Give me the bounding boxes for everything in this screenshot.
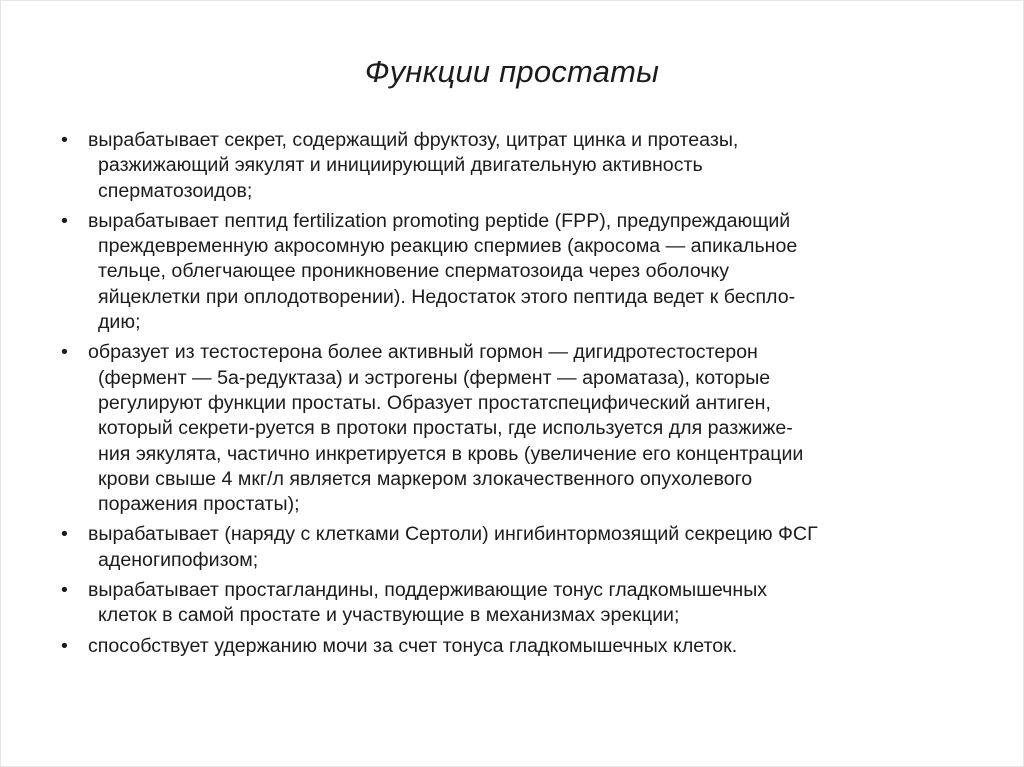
bullet-line: поражения простаты);	[98, 493, 300, 516]
bullet-line: сперматозоидов;	[98, 179, 253, 202]
bullet-line: клеток в самой простате и участвующие в механизмах эрекции;	[98, 604, 680, 627]
bullet-line: • образует из тестостерона более активный гормон — дигидротестостерон	[88, 341, 758, 364]
bullet-line: ния эякулята, частично инкретируется в кровь (увеличение его концентрации	[98, 442, 804, 465]
bullet-line: • вырабатывает пептид fertilization promoting peptide (FPP), предупреждающий	[88, 209, 791, 232]
bullet-line: • вырабатывает секрет, содержащий фруктозу, цитрат цинка и протеазы,	[88, 129, 739, 151]
bullet-line: дию;	[98, 311, 141, 334]
bullet-item	[58, 634, 988, 659]
bullet-line: • способствует удержанию мочи за счет тонуса гладкомышечных клеток.	[88, 634, 738, 657]
bullet-line: • вырабатывает простагландины, поддерживающие тонус гладкомышечных	[88, 579, 768, 602]
bullet-line: разжижающий эякулят и инициирующий двигательную активность	[98, 154, 703, 177]
bullet-line: • вырабатывает (наряду с клетками Сертоли) ингибинтормозящий секрецию ФСГ	[88, 523, 818, 546]
bullet-list	[58, 128, 988, 664]
bullet-line: крови свыше 4 мкг/л является маркером злокачественного опухолевого	[98, 467, 753, 490]
bullet-item	[58, 340, 988, 517]
slide-title: Функции простаты	[364, 54, 660, 89]
bullet-line: преждевременную акросомную реакцию спермиев (акросома — апикальное	[98, 235, 798, 258]
bullet-line: регулируют функции простаты. Образует простатспецифический антиген,	[98, 391, 771, 414]
bullet-item	[58, 128, 988, 204]
bullet-line: аденогипофизом;	[98, 548, 259, 571]
bullet-line: яйцеклетки при оплодотворении). Недостаток этого пептида ведет к беспло-	[98, 285, 796, 308]
bullet-item	[58, 522, 988, 573]
bullet-item	[58, 578, 988, 629]
bullet-item	[58, 209, 988, 335]
bullet-line: который секрети-руется в протоки простаты, где используется для разжиже-	[98, 417, 793, 440]
bullet-line: (фермент — 5а-редуктаза) и эстрогены (фермент — ароматаза), которые	[98, 366, 771, 389]
bullet-line: тельце, облегчающее проникновение сперматозоида через оболочку	[98, 260, 730, 283]
